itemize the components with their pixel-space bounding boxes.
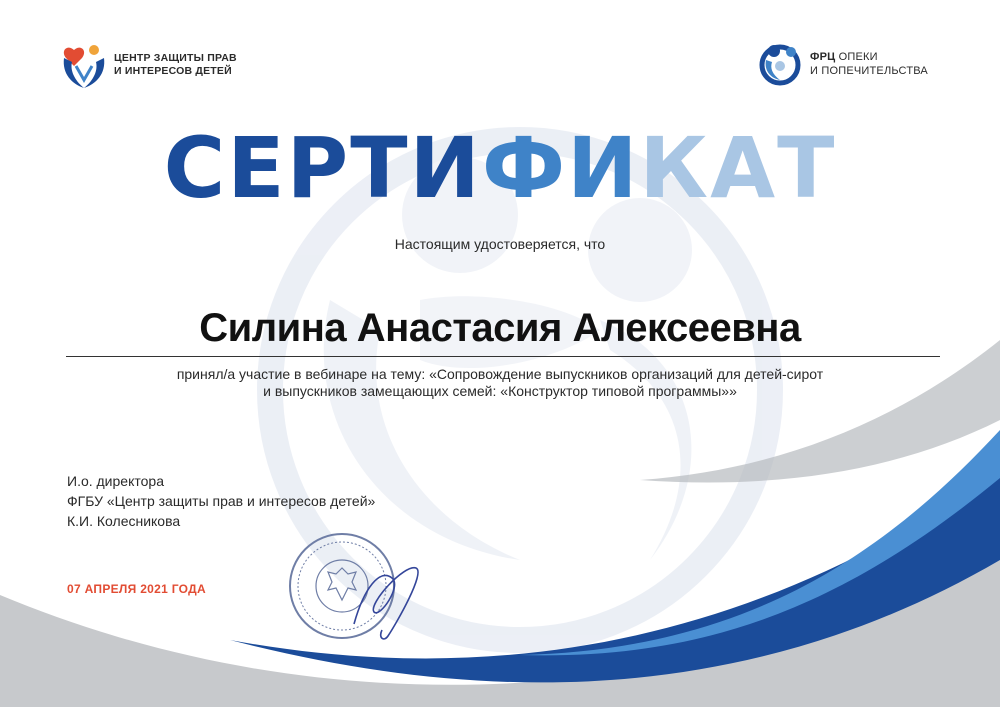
left-logo-text (114, 52, 237, 78)
grey-sweep (640, 340, 1000, 483)
left-logo-line-1: ЦЕНТР ЗАЩИТЫ ПРАВ (114, 52, 237, 64)
title-part-1: СЕРТИ (163, 119, 482, 217)
certifies-text: Настоящим удостоверяется, что (394, 236, 606, 252)
topic-line-1: принял/а участие в вебинаре на тему: «Сопровождение выпускников организаций для детей-сирот (176, 366, 824, 382)
name-underline (66, 356, 940, 357)
right-logo-line-2: И ПОПЕЧИТЕЛЬСТВА (810, 65, 928, 77)
left-logo-line-2: И ИНТЕРЕСОВ ДЕТЕЙ (114, 65, 232, 77)
logo-frc (758, 38, 958, 88)
title-part-2: ФИ (481, 119, 640, 217)
official-seal (284, 528, 444, 648)
right-logo-text (810, 50, 928, 78)
logo-center-rights (60, 40, 270, 90)
signatory-name: К.И. Колесникова (67, 513, 181, 529)
eagle-emblem-icon (328, 568, 356, 600)
recipient-name: Силина Анастасия Алексеевна (199, 306, 801, 350)
signatory-org: ФГБУ «Центр защиты прав и интересов детей» (67, 493, 376, 509)
hands-heart-icon (60, 40, 108, 90)
right-logo-line-1-rest: ОПЕКИ (838, 51, 878, 63)
family-circle-icon (758, 38, 804, 88)
right-logo-prefix: ФРЦ (810, 51, 836, 63)
signatory-block (67, 471, 375, 531)
topic-line-2: и выпускников замещающих семей: «Конструктор типовой программы»» (263, 383, 737, 399)
certificate-date: 07 АПРЕЛЯ 2021 ГОДА (67, 582, 206, 596)
right-logo-line-1 (810, 50, 928, 64)
signature-icon (354, 568, 418, 639)
webinar-topic (0, 366, 1000, 400)
certificate-title (0, 118, 1000, 218)
title-part-3: КАТ (639, 119, 837, 217)
signatory-title: И.о. директора (67, 473, 164, 489)
